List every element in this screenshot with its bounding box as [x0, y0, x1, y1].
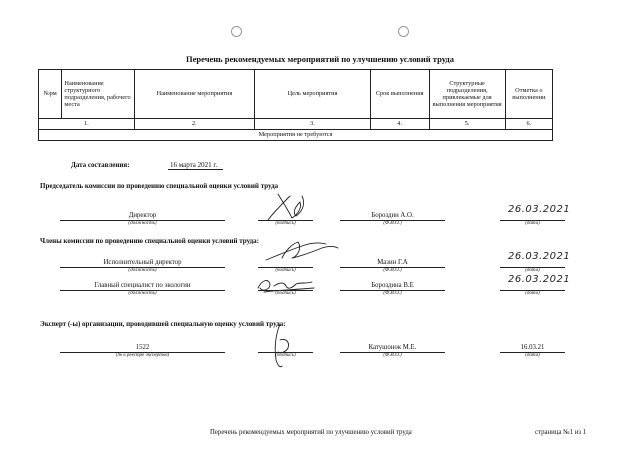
members-heading: Члены комиссии по проведению специальной оценки условий труда: [40, 237, 260, 245]
header-cell: Структурные подразделения, привлекаемые для выполнения мероприятия [429, 70, 505, 119]
footer-title: Перечень рекомендуемых мероприятий по улучшению условий труда [210, 429, 412, 436]
measures-table [38, 69, 553, 141]
number-cell: 1. [39, 119, 135, 130]
member-position-caption: (должность) [128, 291, 157, 296]
member-name-caption: (Ф.И.О.) [383, 291, 402, 296]
compiled-date-value: 16 марта 2021 г. [168, 161, 223, 170]
member-date-caption: (дата) [525, 291, 540, 296]
header-cell: Наименование мероприятия [134, 70, 255, 119]
table-header-row [39, 70, 553, 119]
member-date-caption: (дата) [525, 268, 540, 273]
member-date-line [500, 259, 565, 268]
chairman-date-caption: (дата) [525, 221, 540, 226]
chairman-signature-caption: (подпись) [275, 221, 296, 226]
member-signature-caption: (подпись) [275, 268, 296, 273]
expert-heading: Эксперт (-ы) организации, проводившей специальную оценку условий труда: [40, 320, 286, 328]
member-date-line [500, 282, 565, 291]
chairman-heading: Председатель комиссии по проведению специальной оценки условий труда [40, 182, 279, 190]
expert-registry-number: 1522 [60, 344, 225, 353]
table-note: Мероприятия не требуются [39, 130, 553, 141]
member-position: Исполнительный директор [60, 259, 225, 268]
chairman-date-handwritten: 26.03.2021 [508, 204, 571, 215]
chairman-name: Бороздин А.О. [340, 212, 445, 221]
header-cell: Цель мероприятия [255, 70, 371, 119]
number-cell: 3. [255, 119, 371, 130]
punch-hole-right [398, 26, 409, 37]
expert-signature [268, 320, 298, 370]
expert-name: Катушонок М.Е. [340, 344, 445, 353]
header-cell: Наименование структурного подразделения, рабочего места [62, 70, 134, 119]
punch-hole-left [231, 26, 242, 37]
chairman-signature [262, 190, 312, 226]
member-signature [252, 274, 322, 296]
chairman-position: Директор [60, 212, 225, 221]
member-name: Мазин Г.А [340, 259, 445, 268]
number-cell: 5. [429, 119, 505, 130]
member-name-caption: (Ф.И.О.) [383, 268, 402, 273]
member-position-caption: (должность) [128, 268, 157, 273]
member-date-handwritten: 26.03.2021 [508, 251, 571, 262]
table-note-row [39, 130, 553, 141]
number-cell: 6. [505, 119, 552, 130]
member-signature [262, 234, 342, 266]
compiled-date-label: Дата составления: [71, 161, 130, 169]
chairman-date-line [500, 212, 565, 221]
number-cell: 2. [134, 119, 255, 130]
document-title: Перечень рекомендуемых мероприятий по улучшению условий труда [186, 54, 454, 64]
footer-page-number: страница №1 из 1 [535, 429, 587, 436]
member-name: Бороздина В.Е [340, 282, 445, 291]
expert-registry-caption: (№ в реестре экспертов) [115, 353, 170, 358]
header-cell: Отметка о выполнении [505, 70, 552, 119]
header-cell: №рм [39, 70, 62, 119]
member-signature-caption: (подпись) [275, 291, 296, 296]
expert-name-caption: (Ф.И.О.) [383, 353, 402, 358]
expert-date: 16.03.21 [500, 344, 565, 353]
chairman-position-caption: (должность) [128, 221, 157, 226]
header-cell: Срок выполнения [370, 70, 429, 119]
member-date-handwritten: 26.03.2021 [508, 274, 571, 285]
table-number-row [39, 119, 553, 130]
number-cell: 4. [370, 119, 429, 130]
expert-signature-caption: (подпись) [275, 353, 296, 358]
member-position: Главный специалист по экологии [60, 282, 225, 291]
chairman-name-caption: (Ф.И.О.) [383, 221, 402, 226]
expert-date-caption: (дата) [525, 353, 540, 358]
